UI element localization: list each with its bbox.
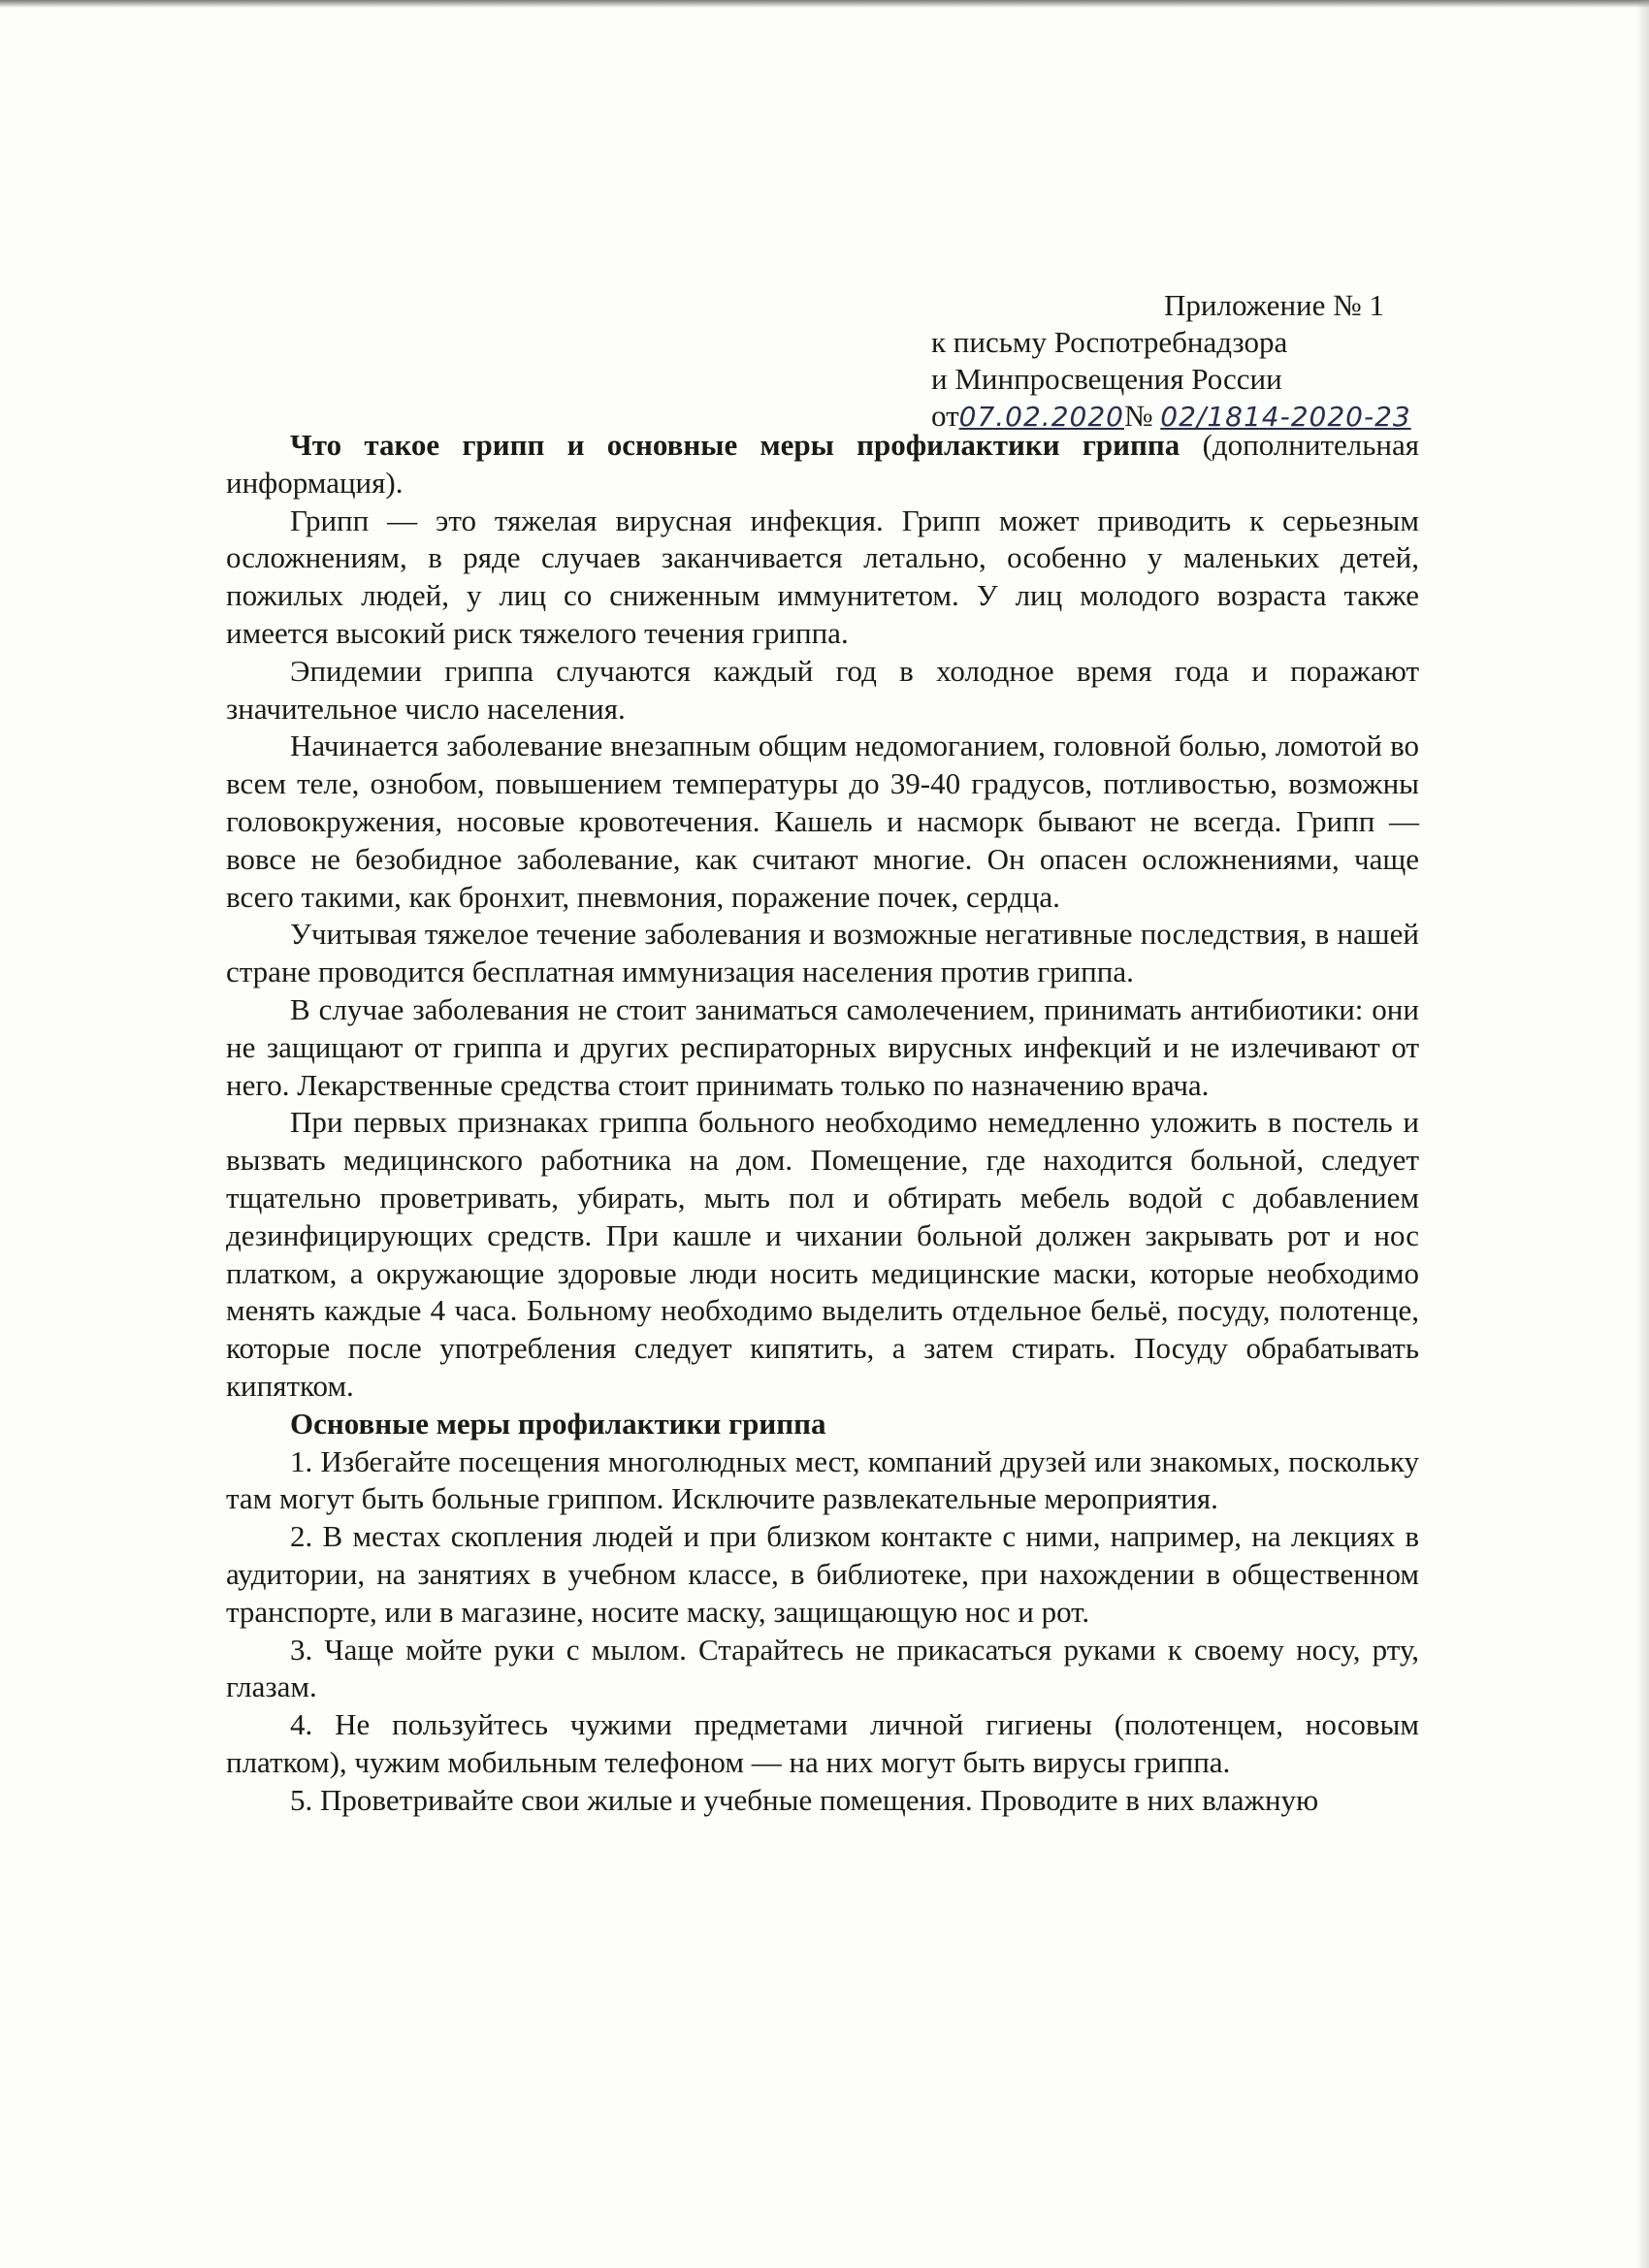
document-title bbox=[226, 427, 1419, 502]
document-body bbox=[226, 427, 1419, 1819]
annex-line-2: к письму Роспотребнадзора bbox=[931, 325, 1288, 359]
paragraph: Эпидемии гриппа случаются каждый год в холодное время года и поражают значительное число населения. bbox=[226, 653, 1419, 726]
measure-item: 2. В местах скопления людей и при близком контакте с ними, например, на лекциях в аудитории, на занятиях в учебном классе, в библиотеке, при нахождении в общественном транспорте, или в магазине, носите маску, защищающую нос и рот. bbox=[226, 1519, 1419, 1629]
paragraph: Начинается заболевание внезапным общим недомоганием, головной болью, ломотой во всем теле, ознобом, повышением температуры до 39-40 градусов, потливостью, возможны головокружения, носовые кровотечения. Кашель и насморк бывают не всегда. Грипп — вовсе не безобидное заболевание, как считают многие. Он опасен осложнениями, чаще всего такими, как бронхит, пневмония, поражение почек, сердца. bbox=[226, 729, 1419, 914]
paragraph: Грипп — это тяжелая вирусная инфекция. Грипп может приводить к серьезным осложнениям, в ряде случаев заканчивается летально, особенно у маленьких детей, пожилых людей, у лиц со сниженным иммунитетом. У лиц молодого возраста также имеется высокий риск тяжелого течения гриппа. bbox=[226, 502, 1419, 650]
from-label: от bbox=[931, 399, 959, 433]
scan-edge-right bbox=[1635, 0, 1649, 2268]
measure-item: 3. Чаще мойте руки с мылом. Старайтесь не прикасаться руками к своему носу, рту, глазам. bbox=[226, 1632, 1419, 1704]
number-label: № bbox=[1123, 399, 1153, 433]
measures-heading: Основные меры профилактики гриппа bbox=[290, 1406, 826, 1441]
handwritten-number: 02/1814-2020-23 bbox=[1160, 401, 1411, 433]
measure-item: 5. Проветривайте свои жилые и учебные помещения. Проводите в них влажную bbox=[290, 1782, 1319, 1817]
paragraph: Учитывая тяжелое течение заболевания и возможные негативные последствия, в нашей стране проводится бесплатная иммунизация населения против гриппа. bbox=[226, 917, 1419, 989]
annex-line-1: Приложение № 1 bbox=[1164, 288, 1384, 322]
title-sub: (дополнительная информация). bbox=[226, 428, 1420, 500]
measure-item: 4. Не пользуйтесь чужими предметами личной гигиены (полотенцем, носовым платком), чужим мобильным телефоном — на них могут быть вирусы гриппа. bbox=[226, 1707, 1419, 1779]
measure-item: 1. Избегайте посещения многолюдных мест, компаний друзей или знакомых, поскольку там могут быть больные гриппом. Исключите развлекательные мероприятия. bbox=[226, 1443, 1419, 1516]
handwritten-date: 07.02.2020 bbox=[958, 401, 1124, 433]
scan-edge-top bbox=[0, 0, 1649, 8]
paragraph: При первых признаках гриппа больного необходимо немедленно уложить в постель и вызвать медицинского работника на дом. Помещение, где находится больной, следует тщательно проветривать, убирать, мыть пол и обтирать мебель водой с добавлением дезинфицирующих средств. При кашле и чихании больной должен закрывать рот и нос платком, а окружающие здоровые люди носить медицинские маски, которые необходимо менять каждые 4 часа. Больному необходимо выделить отдельное бельё, посуду, полотенце, которые после употребления следует кипятить, а затем стирать. Посуду обрабатывать кипятком. bbox=[226, 1105, 1419, 1403]
title-bold: Что такое грипп и основные меры профилактики гриппа bbox=[290, 428, 1180, 462]
annex-line-3: и Минпросвещения России bbox=[931, 362, 1282, 396]
annex-header bbox=[931, 287, 1474, 436]
paragraph: В случае заболевания не стоит заниматься самолечением, принимать антибиотики: они не защищают от гриппа и других респираторных вирусных инфекций и не излечивают от него. Лекарственные средства стоит принимать только по назначению врача. bbox=[226, 991, 1419, 1102]
